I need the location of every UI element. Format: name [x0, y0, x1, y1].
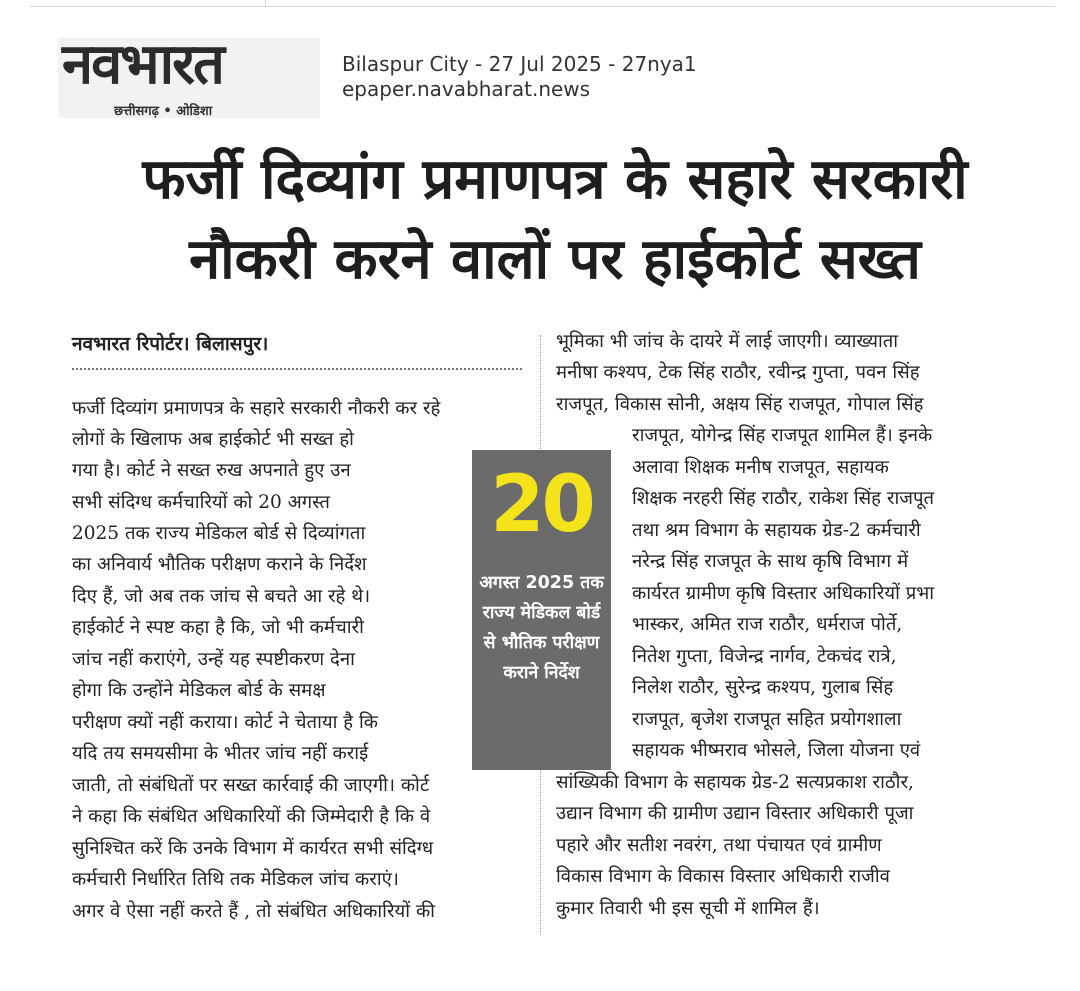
col1-line: अगर वे ऐसा नहीं करते हैं , तो संबंधित अधिकारियों की	[72, 901, 435, 922]
byline: नवभारत रिपोर्टर। बिलासपुर।	[72, 333, 269, 355]
col1-line: फर्जी दिव्यांग प्रमाणपत्र के सहारे सरकारी नौकरी कर रहे	[72, 398, 441, 419]
edition-line: Bilaspur City - 27 Jul 2025 - 27nya1	[342, 52, 697, 76]
edition-info	[342, 52, 697, 102]
col2-line: सहायक भीष्मराव भोसले, जिला योजना एवं	[632, 740, 921, 761]
col1-line: ने कहा कि संबंधित अधिकारियों की जिम्मेदारी है कि वे	[72, 806, 431, 827]
col2-line: राजपूत, बृजेश राजपूत सहित प्रयोगशाला	[632, 709, 902, 730]
col2-line: नितेश गुप्ता, विजेन्द्र नार्गव, टेकचंद रात्रे,	[632, 646, 897, 667]
masthead-logo: नवभारत	[62, 32, 223, 97]
col2-line: राजपूत, विकास सोनी, अक्षय सिंह राजपूत, गोपाल सिंह	[556, 394, 924, 415]
pullout-number: 20	[490, 460, 593, 550]
headline-line-1: फर्जी दिव्यांग प्रमाणपत्र के सहारे सरकारी	[142, 147, 968, 212]
col2-line: मनीषा कश्यप, टेक सिंह राठौर, रवीन्द्र गुप्ता, पवन सिंह	[556, 362, 920, 383]
col2-line: सांख्यिकी विभाग के सहायक ग्रेड-2 सत्यप्रकाश राठौर,	[556, 772, 914, 793]
col2-line: अलावा शिक्षक मनीष राजपूत, सहायक	[632, 457, 889, 478]
col2-line: उद्यान विभाग की ग्रामीण उद्यान विस्तार अधिकारी पूजा	[556, 803, 914, 824]
col2-line: तथा श्रम विभाग के सहायक ग्रेड-2 कर्मचारी	[632, 520, 921, 541]
headline	[60, 140, 1050, 300]
site-url: epaper.navabharat.news	[342, 77, 591, 101]
col1-line: दिए हैं, जो अब तक जांच से बचते आ रहे थे।	[72, 586, 371, 607]
col2-line: भास्कर, अमित राज राठौर, धर्मराज पोर्ते,	[632, 614, 903, 635]
col1-line: गया है। कोर्ट ने सख्त रुख अपनाते हुए उन	[72, 460, 351, 481]
page-top-rule	[30, 0, 1055, 7]
headline-line-2: नौकरी करने वालों पर हाईकोर्ट सख्त	[189, 227, 921, 292]
pullout-text: अगस्त 2025 तक राज्य मेडिकल बोर्ड से भौतिक परीक्षण कराने निर्देश	[479, 573, 604, 683]
col1-line: होगा कि उन्होंने मेडिकल बोर्ड के समक्ष	[72, 680, 326, 701]
col1-line: सुनिश्चित करें कि उनके विभाग में कार्यरत सभी संदिग्ध	[72, 838, 434, 859]
masthead-region: छत्तीसगढ़ • ओडिशा	[114, 104, 213, 119]
col1-line: लोगों के खिलाफ अब हाईकोर्ट भी सख्त हो	[72, 429, 354, 450]
pullout-box	[472, 450, 611, 770]
col2-line: निलेश राठौर, सुरेन्द्र कश्यप, गुलाब सिंह	[632, 677, 894, 698]
col1-line: सभी संदिग्ध कर्मचारियों को 20 अगस्त	[72, 492, 330, 513]
col2-line: नरेन्द्र सिंह राजपूत के साथ कृषि विभाग में	[632, 551, 909, 572]
col2-line: शिक्षक नरहरी सिंह राठौर, राकेश सिंह राजपूत	[632, 488, 935, 509]
col1-line: हाईकोर्ट ने स्पष्ट कहा है कि, जो भी कर्मचारी	[72, 617, 364, 638]
col1-line: यदि तय समयसीमा के भीतर जांच नहीं कराई	[72, 743, 369, 764]
col2-line: भूमिका भी जांच के दायरे में लाई जाएगी। व्याख्याता	[556, 331, 899, 352]
byline-divider	[72, 368, 522, 370]
col2-line: विकास विभाग के विकास विस्तार अधिकारी राजीव	[556, 866, 890, 887]
col1-line: कर्मचारी निर्धारित तिथि तक मेडिकल जांच कराएं।	[72, 869, 399, 890]
col2-line: पहारे और सतीश नवरंग, तथा पंचायत एवं ग्रामीण	[556, 835, 882, 856]
col1-line: का अनिवार्य भौतिक परीक्षण कराने के निर्देश	[72, 554, 367, 575]
col1-line: जांच नहीं कराएंगे, उन्हें यह स्पष्टीकरण देना	[72, 649, 355, 670]
col1-line: 2025 तक राज्य मेडिकल बोर्ड से दिव्यांगता	[72, 523, 366, 544]
col2-line: राजपूत, योगेन्द्र सिंह राजपूत शामिल हैं। इनके	[632, 425, 933, 446]
col1-line: जाती, तो संबंधितों पर सख्त कार्रवाई की जाएगी। कोर्ट	[72, 775, 430, 796]
col1-line: परीक्षण क्यों नहीं कराया। कोर्ट ने चेताया है कि	[72, 712, 378, 733]
col2-line: कार्यरत ग्रामीण कृषि विस्तार अधिकारियों प्रभा	[632, 583, 935, 604]
col2-line: कुमार तिवारी भी इस सूची में शामिल हैं।	[556, 898, 820, 919]
